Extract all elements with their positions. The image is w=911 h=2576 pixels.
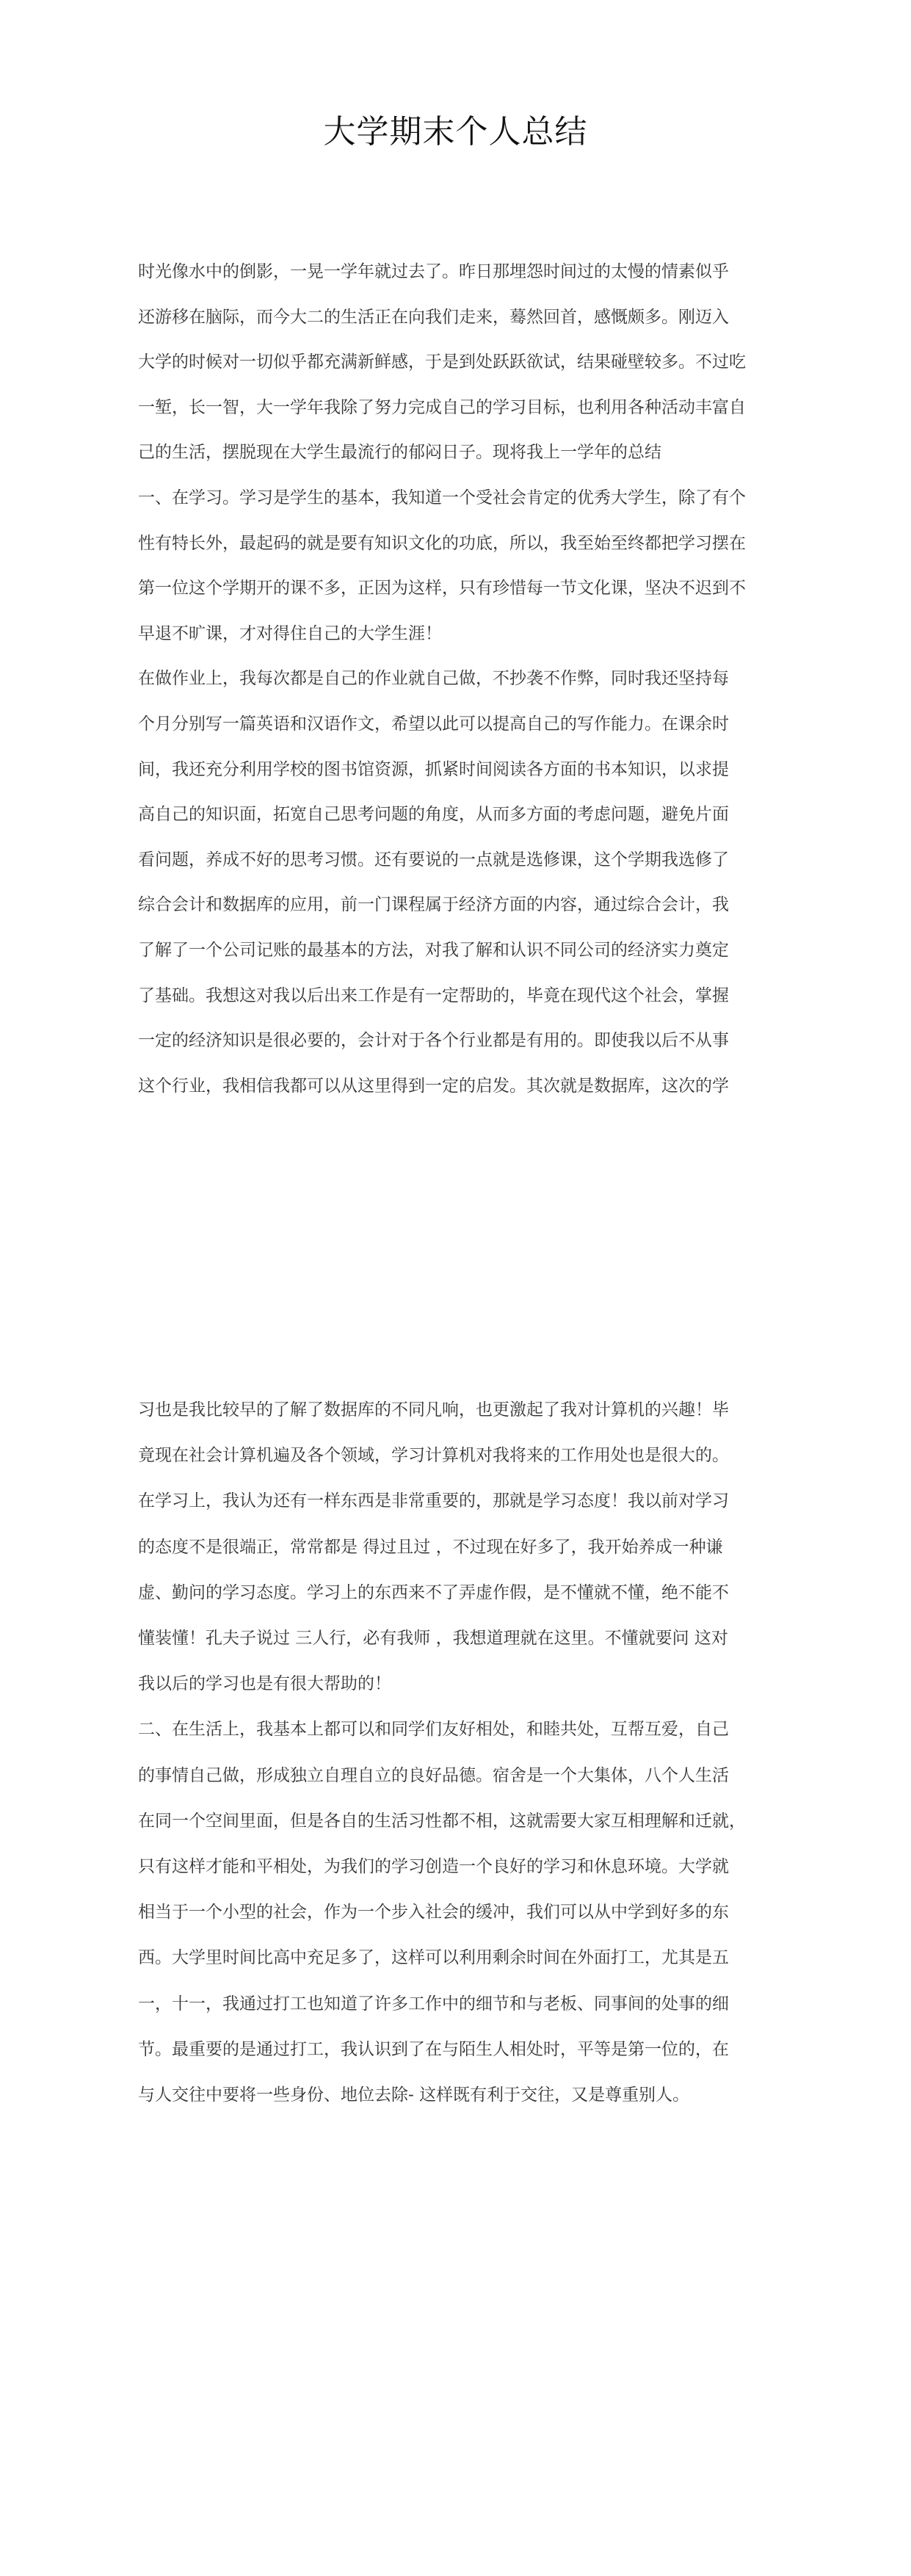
text-line: 还游移在脑际，而今大二的生活正在向我们走来，蓦然回首，感慨颇多。刚迈入	[138, 307, 729, 327]
text-line: 间，我还充分利用学校的图书馆资源，抓紧时间阅读各方面的书本知识，以求提	[138, 759, 729, 779]
text-line: 我以后的学习也是有很大帮助的！	[138, 1674, 391, 1694]
text-line: 在学习上，我认为还有一样东西是非常重要的，那就是学习态度！我以前对学习	[138, 1491, 729, 1511]
text-line: 虚、勤问的学习态度。学习上的东西来不了弄虚作假，是不懂就不懂，绝不能不	[138, 1582, 729, 1602]
text-line: 一堑，长一智，大一学年我除了努力完成自己的学习目标，也利用各种活动丰富自	[138, 397, 746, 417]
text-line: 性有特长外，最起码的就是要有知识文化的功底，所以，我至始至终都把学习摆在	[138, 533, 746, 553]
text-line: 一，十一，我通过打工也知道了许多工作中的细节和与老板、同事间的处事的细	[138, 1994, 729, 2014]
text-line: 早退不旷课，才对得住自己的大学生涯！	[138, 623, 442, 643]
text-line: 在做作业上，我每次都是自己的作业就自己做，不抄袭不作弊，同时我还坚持每	[138, 669, 729, 689]
text-line: 一定的经济知识是很必要的，会计对于各个行业都是有用的。即使我以后不从事	[138, 1031, 729, 1051]
text-line: 节。最重要的是通过打工，我认识到了在与陌生人相处时，平等是第一位的，在	[138, 2039, 729, 2059]
text-line: 懂装懂！孔夫子说过 三人行，必有我师 ，我想道理就在这里。不懂就要问 这对	[138, 1629, 728, 1648]
text-line: 看问题，养成不好的思考习惯。还有要说的一点就是选修课，这个学期我选修了	[138, 850, 729, 869]
text-line: 了基础。我想这对我以后出来工作是有一定帮助的，毕竟在现代这个社会，掌握	[138, 985, 729, 1005]
text-line: 的事情自己做，形成独立自理自立的良好品德。宿舍是一个大集体，八个人生活	[138, 1765, 729, 1785]
text-line: 己的生活，摆脱现在大学生最流行的郁闷日子。现将我上一学年的总结	[138, 443, 661, 463]
text-line: 这个行业，我相信我都可以从这里得到一定的启发。其次就是数据库，这次的学	[138, 1076, 729, 1096]
text-line: 了解了一个公司记账的最基本的方法，对我了解和认识不同公司的经济实力奠定	[138, 941, 729, 960]
text-line: 时光像水中的倒影，一晃一学年就过去了。昨日那埋怨时间过的太慢的情素似乎	[138, 262, 729, 281]
document-title: 大学期末个人总结	[323, 113, 588, 151]
text-line: 大学的时候对一切似乎都充满新鲜感，于是到处跃跃欲试，结果碰壁较多。不过吃	[138, 352, 746, 372]
text-line: 高自己的知识面，拓宽自己思考问题的角度，从而多方面的考虑问题，避免片面	[138, 805, 729, 825]
text-line: 二、在生活上，我基本上都可以和同学们友好相处，和睦共处，互帮互爱，自己	[138, 1720, 729, 1740]
text-line: 在同一个空间里面，但是各自的生活习性都不相，这就需要大家互相理解和迁就，	[138, 1811, 746, 1831]
text-line: 相当于一个小型的社会，作为一个步入社会的缓冲，我们可以从中学到好多的东	[138, 1903, 729, 1922]
text-line: 综合会计和数据库的应用，前一门课程属于经济方面的内容，通过综合会计，我	[138, 895, 729, 915]
text-line: 个月分别写一篇英语和汉语作文，希望以此可以提高自己的写作能力。在课余时	[138, 714, 729, 734]
text-line: 西。大学里时间比高中充足多了，这样可以利用剩余时间在外面打工，尤其是五	[138, 1948, 729, 1968]
text-line: 一、在学习。学习是学生的基本，我知道一个受社会肯定的优秀大学生，除了有个	[138, 488, 746, 507]
text-line: 竟现在社会计算机遍及各个领域，学习计算机对我将来的工作用处也是很大的。	[138, 1446, 729, 1466]
text-line: 习也是我比较早的了解了数据库的不同凡响，也更激起了我对计算机的兴趣！毕	[138, 1400, 729, 1419]
text-line: 的态度不是很端正，常常都是 得过且过 ，不过现在好多了，我开始养成一种谦	[138, 1537, 723, 1557]
text-line: 只有这样才能和平相处，为我们的学习创造一个良好的学习和休息环境。大学就	[138, 1857, 729, 1876]
text-line: 与人交往中要将一些身份、地位去除- 这样既有利于交往，又是尊重别人。	[138, 2085, 690, 2105]
text-line: 第一位这个学期开的课不多，正因为这样，只有珍惜每一节文化课，坚决不迟到不	[138, 579, 746, 598]
